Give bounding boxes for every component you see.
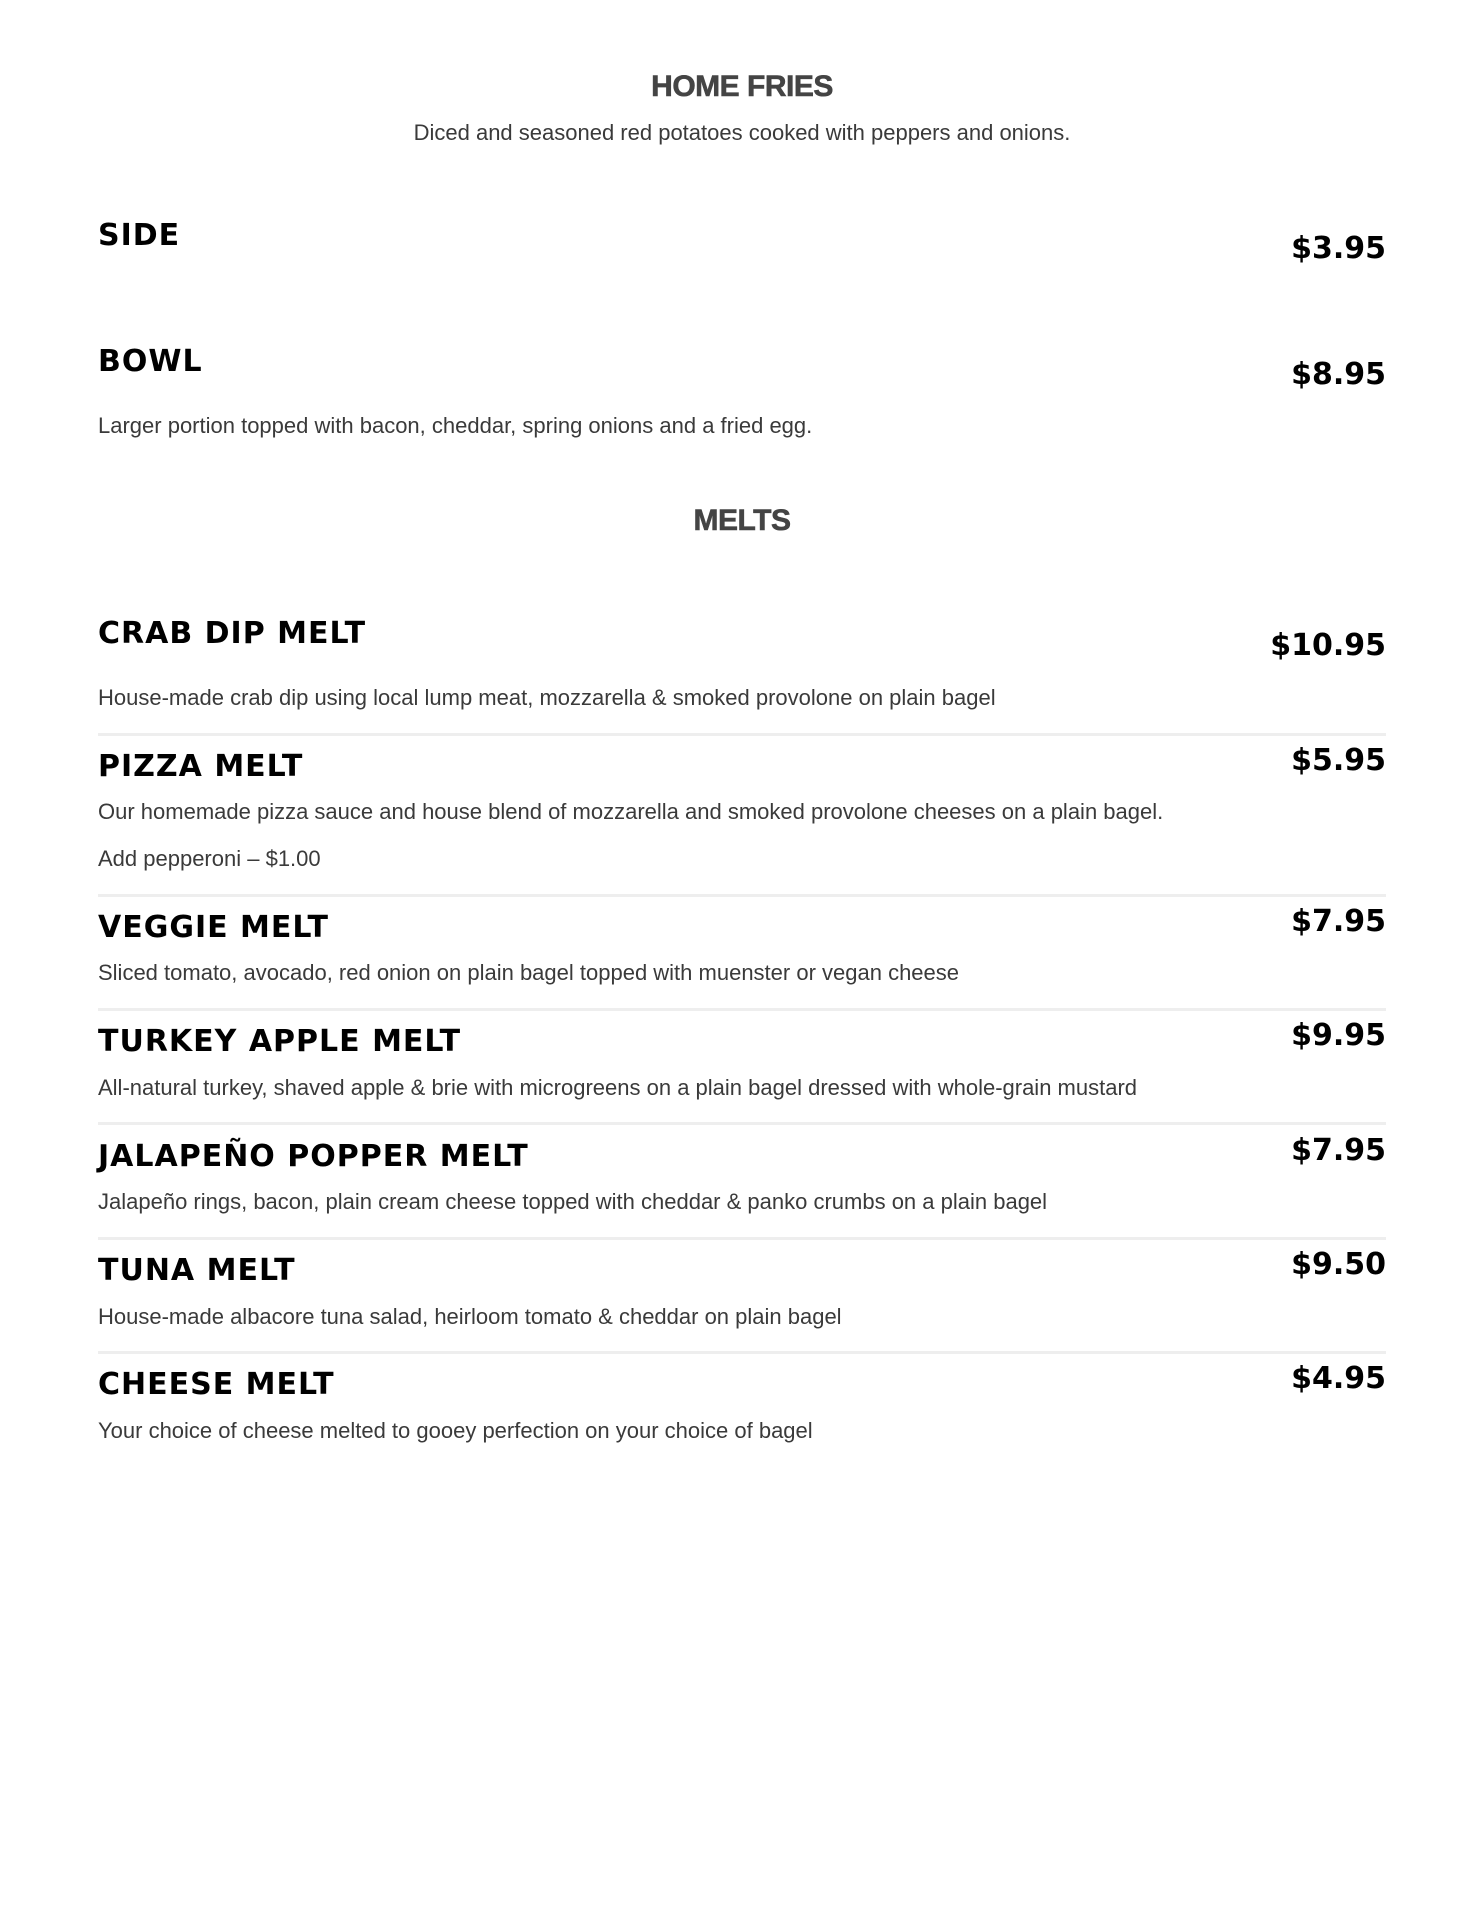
item-name-veggie-melt: VEGGIE MELT xyxy=(98,910,330,945)
item-name-cheese-melt: CHEESE MELT xyxy=(98,1367,335,1402)
item-desc-tuna-melt: House-made albacore tuna salad, heirloom tomato & cheddar on plain bagel xyxy=(98,1304,842,1329)
item-price-veggie-melt: $7.95 xyxy=(1291,904,1386,939)
item-price-bowl: $8.95 xyxy=(1291,357,1386,392)
divider xyxy=(98,1008,1386,1011)
item-name-tuna-melt: TUNA MELT xyxy=(98,1253,296,1288)
section-subtitle-home-fries: Diced and seasoned red potatoes cooked with peppers and onions. xyxy=(413,120,1071,145)
item-desc-crab-dip-melt: House-made crab dip using local lump meat, mozzarella & smoked provolone on plain bagel xyxy=(98,685,996,710)
item-addon-pizza-melt: Add pepperoni – $1.00 xyxy=(98,846,321,871)
section-title-home-fries: HOME FRIES xyxy=(651,70,833,103)
item-price-crab-dip-melt: $10.95 xyxy=(1270,628,1386,663)
item-price-tuna-melt: $9.50 xyxy=(1291,1247,1386,1282)
item-name-pizza-melt: PIZZA MELT xyxy=(98,749,304,784)
item-price-cheese-melt: $4.95 xyxy=(1291,1361,1386,1396)
item-desc-jalapeno-popper-melt: Jalapeño rings, bacon, plain cream cheese topped with cheddar & panko crumbs on a plain bagel xyxy=(98,1189,1048,1214)
item-name-crab-dip-melt: CRAB DIP MELT xyxy=(98,616,367,651)
item-name-side: SIDE xyxy=(98,218,181,253)
divider xyxy=(98,1237,1386,1240)
item-desc-bowl: Larger portion topped with bacon, cheddar, spring onions and a fried egg. xyxy=(98,413,813,438)
item-price-pizza-melt: $5.95 xyxy=(1291,743,1386,778)
item-desc-veggie-melt: Sliced tomato, avocado, red onion on plain bagel topped with muenster or vegan cheese xyxy=(98,960,960,985)
item-name-turkey-apple-melt: TURKEY APPLE MELT xyxy=(98,1024,462,1059)
item-name-bowl: BOWL xyxy=(98,344,203,379)
item-desc-cheese-melt: Your choice of cheese melted to gooey perfection on your choice of bagel xyxy=(98,1418,813,1443)
item-desc-pizza-melt: Our homemade pizza sauce and house blend of mozzarella and smoked provolone cheeses on a plain bagel. xyxy=(98,799,1164,824)
item-price-turkey-apple-melt: $9.95 xyxy=(1291,1018,1386,1053)
item-price-jalapeno-popper-melt: $7.95 xyxy=(1291,1133,1386,1168)
section-title-melts: MELTS xyxy=(693,504,791,537)
divider xyxy=(98,1122,1386,1125)
item-price-side: $3.95 xyxy=(1291,231,1386,266)
divider xyxy=(98,1351,1386,1354)
divider xyxy=(98,733,1386,736)
divider xyxy=(98,894,1386,897)
item-name-jalapeno-popper-melt: JALAPEÑO POPPER MELT xyxy=(98,1139,529,1174)
item-desc-turkey-apple-melt: All-natural turkey, shaved apple & brie with microgreens on a plain bagel dressed with whole-grain mustard xyxy=(98,1075,1138,1100)
